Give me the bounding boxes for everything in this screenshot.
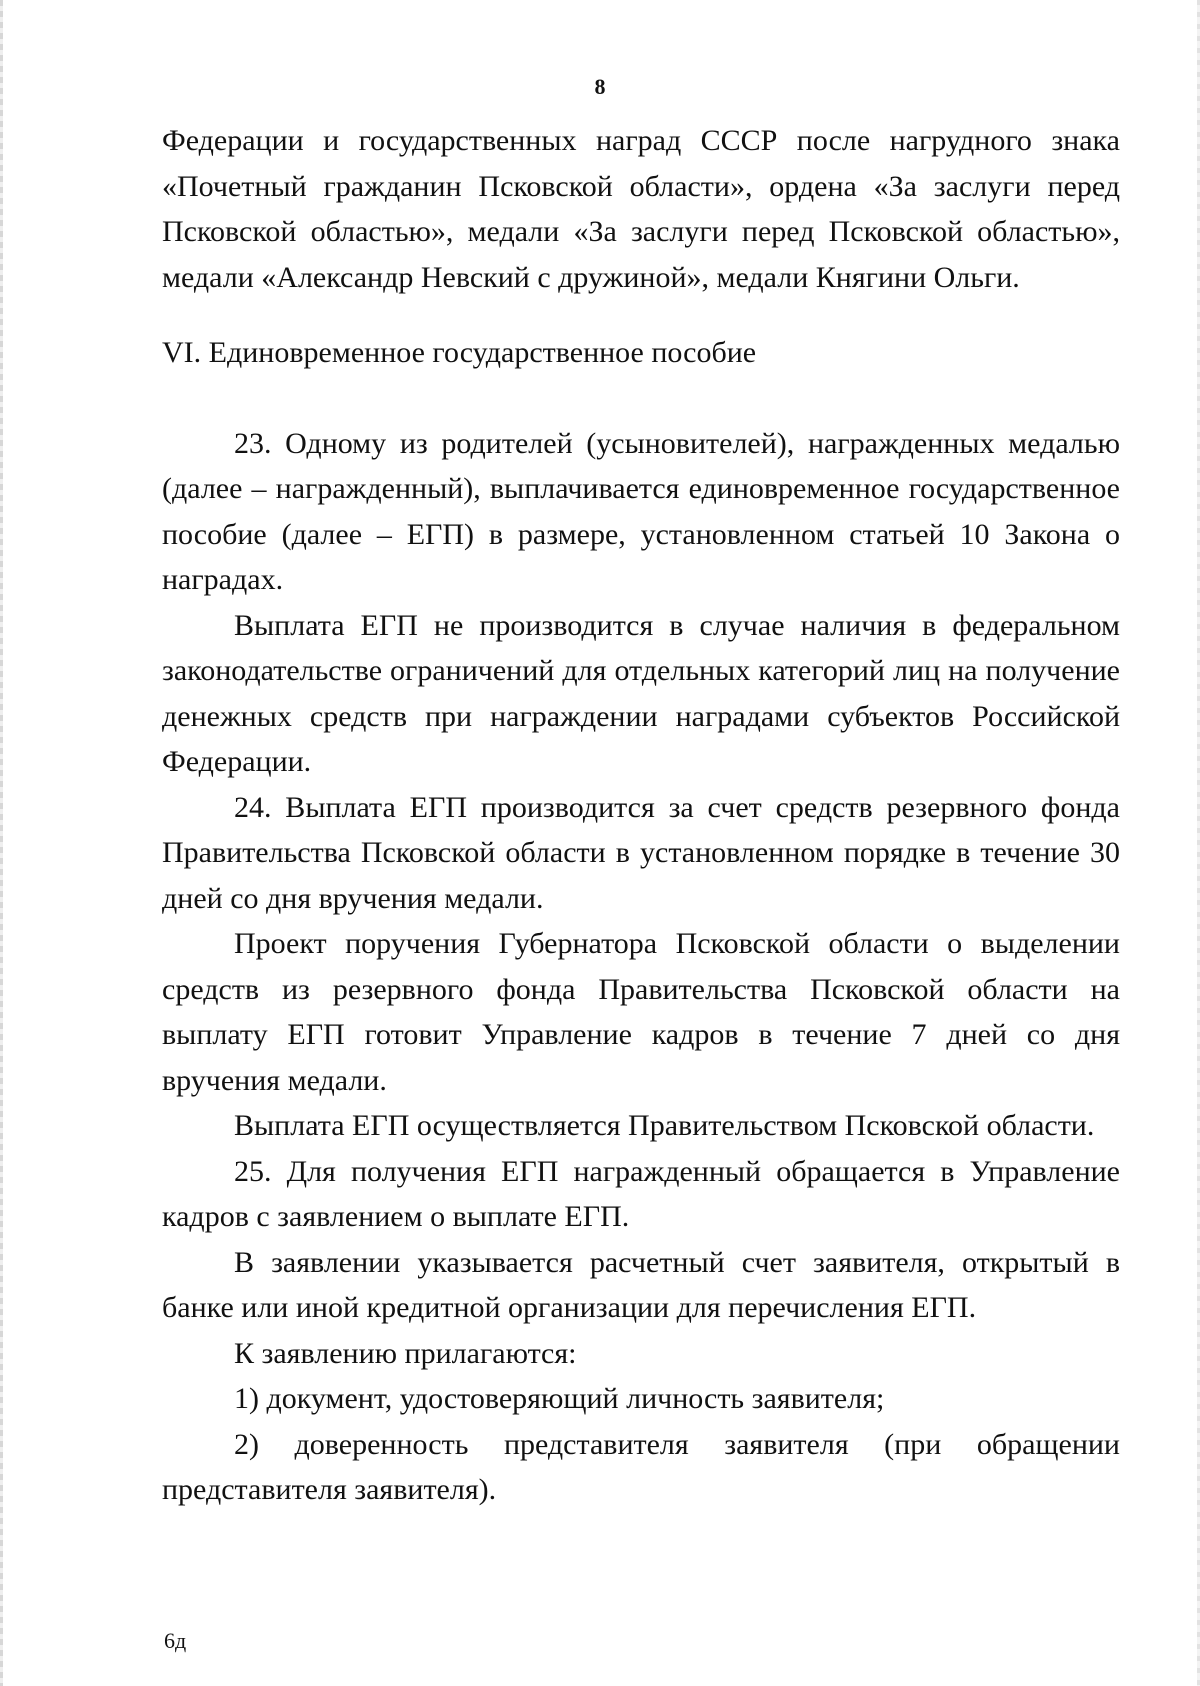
paragraph-25: 25. Для получения ЕГП награжденный обращается в Управление кадров с заявлением о выплате ЕГП. [162, 1154, 1120, 1233]
footer-mark: 6д [164, 1628, 187, 1653]
list-item-1: 1) документ, удостоверяющий личность заявителя; [234, 1382, 885, 1415]
paragraph-payment: Выплата ЕГП осуществляется Правительством Псковской области. [234, 1109, 1095, 1142]
paragraph-project: Проект поручения Губернатора Псковской области о выделении средств из резервного фонда Правительства Псковской области на выплату ЕГП готовит Управление кадров в течение 7 дней со дня вручения медали. [162, 927, 1120, 1097]
page-number: 8 [594, 74, 606, 99]
paragraph-23: 23. Одному из родителей (усыновителей), награжденных медалью (далее – награжденный), выплачивается единовременное государственное пособие (далее – ЕГП) в размере, установленном статьей 10 Закона о наградах. [162, 426, 1120, 596]
document-body [162, 118, 1120, 1513]
list-item-2: 2) доверенность представителя заявителя (при обращении представителя заявителя). [162, 1427, 1120, 1506]
scan-edge-left [0, 0, 3, 1686]
paragraph-restriction: Выплата ЕГП не производится в случае наличия в федеральном законодательстве ограничений для отдельных категорий лиц на получение денежных средств при награждении наградами субъектов Российской Федерации. [162, 608, 1120, 778]
paragraph-24: 24. Выплата ЕГП производится за счет средств резервного фонда Правительства Псковской области в установленном порядке в течение 30 дней со дня вручения медали. [162, 790, 1120, 915]
paragraph-attachments: К заявлению прилагаются: [234, 1336, 577, 1370]
section-heading: VI. Единовременное государственное пособие [162, 336, 757, 369]
paragraph-account: В заявлении указывается расчетный счет заявителя, открытый в банке или иной кредитной организации для перечисления ЕГП. [162, 1245, 1120, 1324]
paragraph-continuation: Федерации и государственных наград СССР после нагрудного знака «Почетный гражданин Псковской области», ордена «За заслуги перед Псковской областью», медали «За заслуги перед Псковской областью», медали «Александр Невский с дружиной», медали Княгини Ольги. [162, 124, 1120, 294]
